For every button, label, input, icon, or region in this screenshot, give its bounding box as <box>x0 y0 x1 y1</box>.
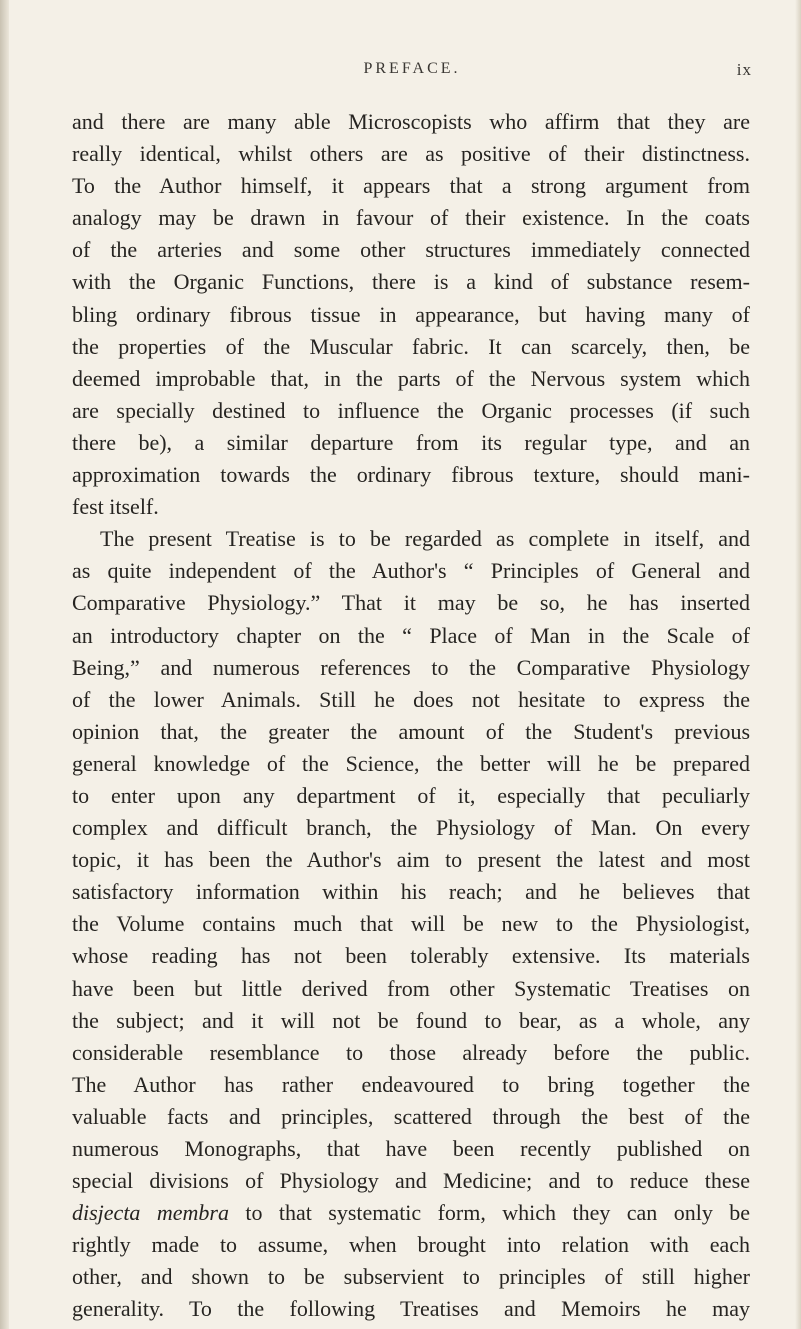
text-line: To the Author himself, it appears that a strong argument from <box>72 173 750 199</box>
text-line: The Author has rather endeavoured to bring together the <box>72 1071 750 1097</box>
text-line: an introductory chapter on the “ Place of Man in the Scale of <box>72 622 750 648</box>
text-line: special divisions of Physiology and Medicine; and to reduce these <box>72 1168 750 1194</box>
page-binding-edge <box>0 0 9 1329</box>
text-line: generality. To the following Treatises and Memoirs he may <box>72 1296 750 1322</box>
text-line: whose reading has not been tolerably extensive. Its materials <box>72 943 750 969</box>
text-line: analogy may be drawn in favour of their existence. In the coats <box>72 205 750 231</box>
text-line: deemed improbable that, in the parts of the Nervous system which <box>72 365 750 391</box>
text-line: the subject; and it will not be found to bear, as a whole, any <box>72 1007 750 1033</box>
text-line: topic, it has been the Author's aim to present the latest and most <box>72 847 750 873</box>
page-number: ix <box>736 60 752 79</box>
text-line: opinion that, the greater the amount of the Student's previous <box>72 718 750 744</box>
text-line: bling ordinary fibrous tissue in appearance, but having many of <box>72 301 750 327</box>
text-line: valuable facts and principles, scattered through the best of the <box>72 1103 750 1129</box>
text-line: the Volume contains much that will be new to the Physiologist, <box>72 911 750 937</box>
text-line-rest: to that systematic form, which they can only be <box>228 1200 750 1226</box>
text-line: general knowledge of the Science, the better will he be prepared <box>72 750 750 776</box>
text-line: the properties of the Muscular fabric. It can scarcely, then, be <box>72 333 750 359</box>
text-line: there be), a similar departure from its regular type, and an <box>72 429 750 455</box>
text-line-with-italic <box>72 1197 750 1229</box>
italic-phrase: disjecta membra <box>72 1200 229 1226</box>
text-line: complex and difficult branch, the Physiology of Man. On every <box>72 815 750 841</box>
text-line: really identical, whilst others are as positive of their distinctness. <box>72 141 750 167</box>
text-line: fest itself. <box>72 494 159 520</box>
text-line: as quite independent of the Author's “ Principles of General and <box>72 558 750 584</box>
text-line: and there are many able Microscopists who affirm that they are <box>72 109 750 134</box>
text-line: numerous Monographs, that have been recently published on <box>72 1136 750 1161</box>
paragraph-first-line: The present Treatise is to be regarded as complete in itself, and <box>100 526 750 552</box>
text-line: of the lower Animals. Still he does not hesitate to express the <box>72 686 750 712</box>
page-right-edge <box>795 0 801 1329</box>
text-line: to enter upon any department of it, especially that peculiarly <box>72 782 750 808</box>
text-line: with the Organic Functions, there is a kind of substance resem- <box>72 269 750 295</box>
running-title: PREFACE. <box>363 60 461 77</box>
text-line: satisfactory information within his reach; and he believes that <box>72 879 750 905</box>
body-text <box>72 106 750 1326</box>
text-line: of the arteries and some other structures immediately connected <box>72 237 750 263</box>
text-line: Comparative Physiology.” That it may be so, he has inserted <box>72 590 750 616</box>
text-line: Being,” and numerous references to the Comparative Physiology <box>72 654 750 680</box>
text-line: rightly made to assume, when brought into relation with each <box>72 1232 750 1258</box>
text-line: have been but little derived from other Systematic Treatises on <box>72 975 750 1001</box>
text-line: other, and shown to be subservient to principles of still higher <box>72 1264 750 1290</box>
text-line: are specially destined to influence the Organic processes (if such <box>72 397 750 423</box>
text-line: considerable resemblance to those already before the public. <box>72 1039 750 1065</box>
page-header <box>72 60 752 86</box>
text-line: approximation towards the ordinary fibrous texture, should mani- <box>72 462 750 488</box>
